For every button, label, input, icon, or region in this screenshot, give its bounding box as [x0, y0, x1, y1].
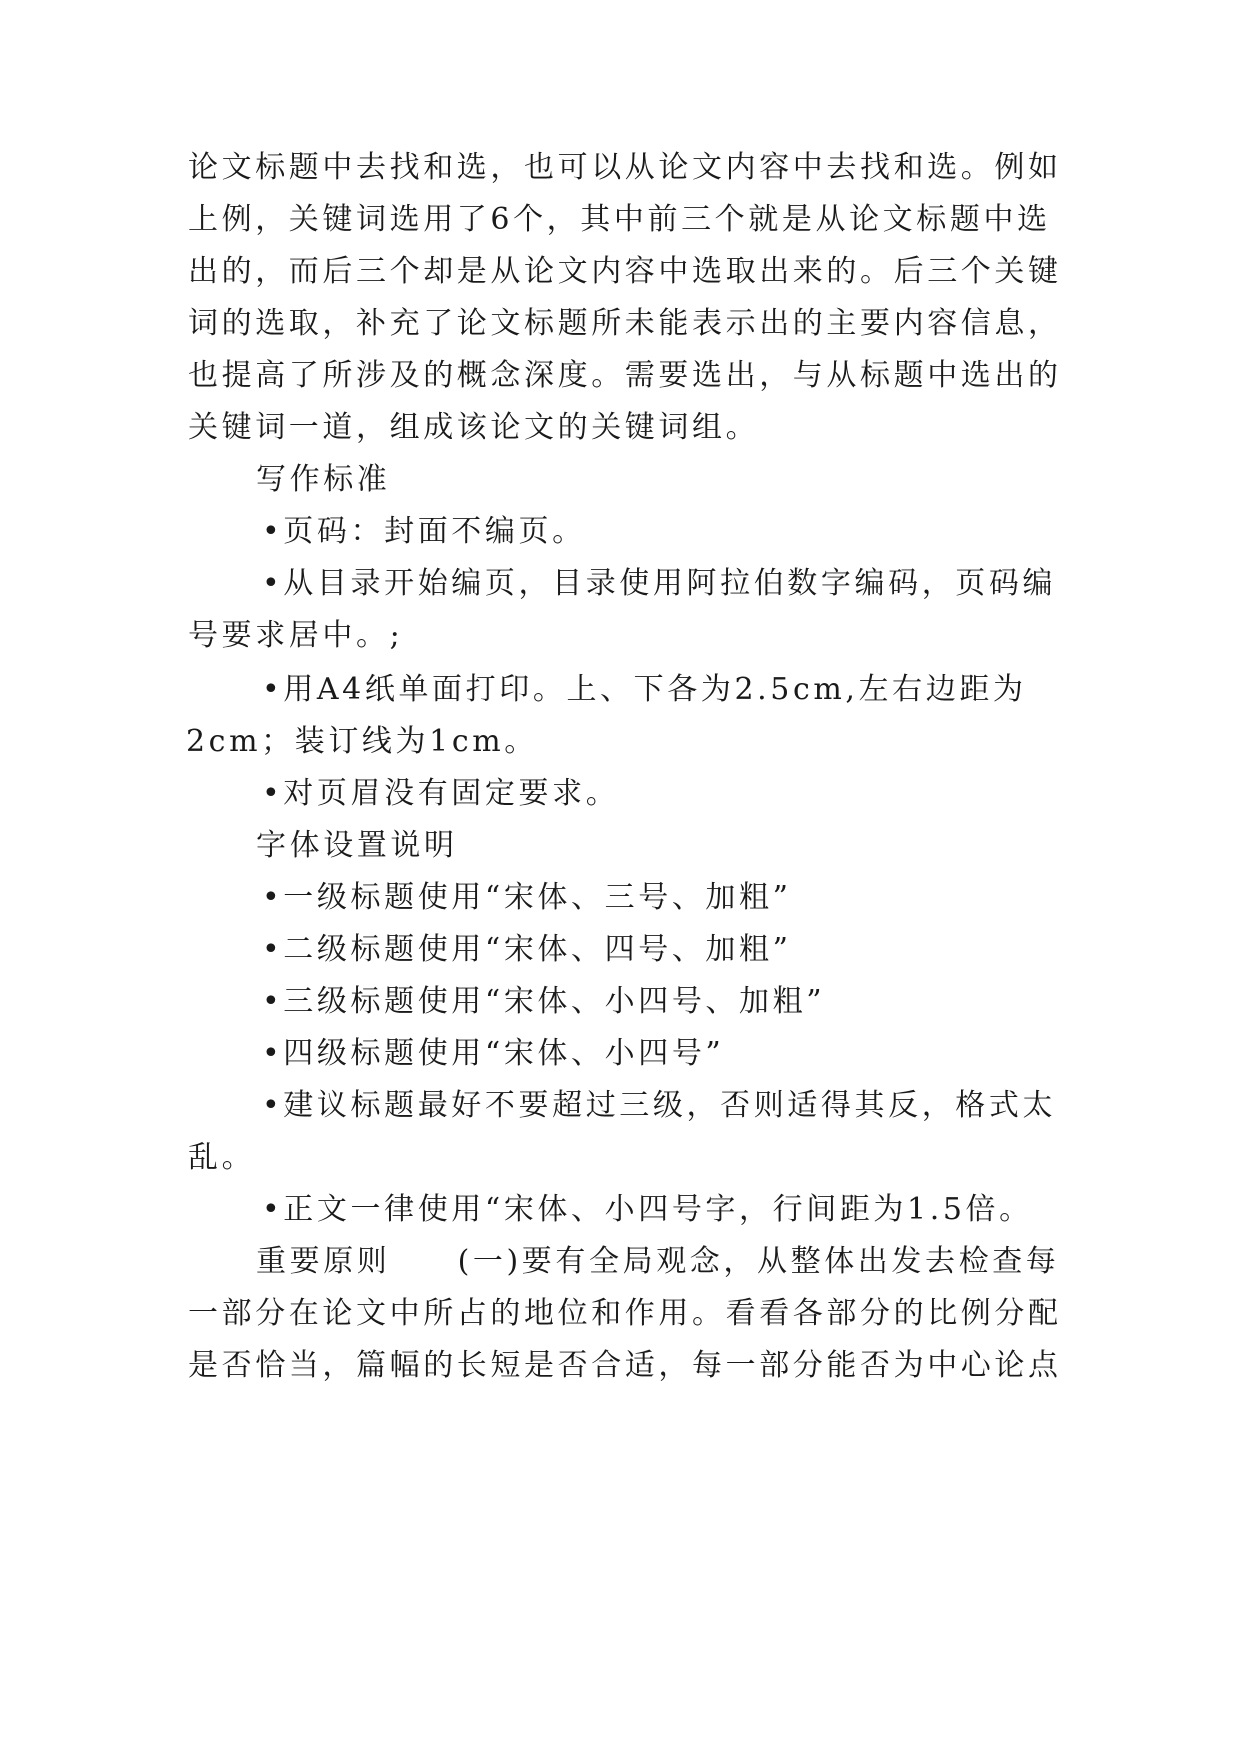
body-text-line: 号要求居中。; — [188, 618, 404, 653]
body-text-line: 论文标题中去找和选，也可以从论文内容中去找和选。例如 — [188, 150, 1062, 185]
body-text-line: 乱。 — [188, 1140, 256, 1175]
bullet-item: •二级标题使用“宋体、四号、加粗” — [262, 932, 792, 967]
body-text-line: 关键词一道，组成该论文的关键词组。 — [188, 410, 760, 445]
section-heading-font-settings: 字体设置说明 — [256, 828, 458, 863]
bullet-item: •页码：封面不编页。 — [262, 514, 586, 549]
body-text-line: 上例，关键词选用了6个，其中前三个就是从论文标题中选 — [188, 202, 1051, 237]
bullet-item: •建议标题最好不要超过三级，否则适得其反，格式太 — [262, 1088, 1057, 1123]
bullet-item: •对页眉没有固定要求。 — [262, 776, 620, 811]
body-text-line: 是否恰当，篇幅的长短是否合适，每一部分能否为中心论点 — [188, 1348, 1062, 1383]
bullet-item: •正文一律使用“宋体、小四号字，行间距为1.5倍。 — [262, 1192, 1033, 1227]
bullet-item: •四级标题使用“宋体、小四号” — [262, 1036, 725, 1071]
bullet-item: •三级标题使用“宋体、小四号、加粗” — [262, 984, 826, 1019]
body-text-line: 一部分在论文中所占的地位和作用。看看各部分的比例分配 — [188, 1296, 1062, 1331]
body-text-line: 出的，而后三个却是从论文内容中选取出来的。后三个关键 — [188, 254, 1062, 289]
bullet-item: •从目录开始编页，目录使用阿拉伯数字编码，页码编 — [262, 566, 1057, 601]
bullet-item: •一级标题使用“宋体、三号、加粗” — [262, 880, 792, 915]
section-heading-important-principles: 重要原则 (一)要有全局观念，从整体出发去检查每 — [256, 1244, 1060, 1279]
body-text-line: 2cm；装订线为1cm。 — [186, 724, 538, 759]
section-heading-writing-standard: 写作标准 — [256, 462, 391, 497]
bullet-item: •用A4纸单面打印。上、下各为2.5cm,左右边距为 — [262, 672, 1027, 707]
body-text-line: 也提高了所涉及的概念深度。需要选出，与从标题中选出的 — [188, 358, 1062, 393]
body-text-line: 词的选取，补充了论文标题所未能表示出的主要内容信息， — [188, 306, 1062, 341]
